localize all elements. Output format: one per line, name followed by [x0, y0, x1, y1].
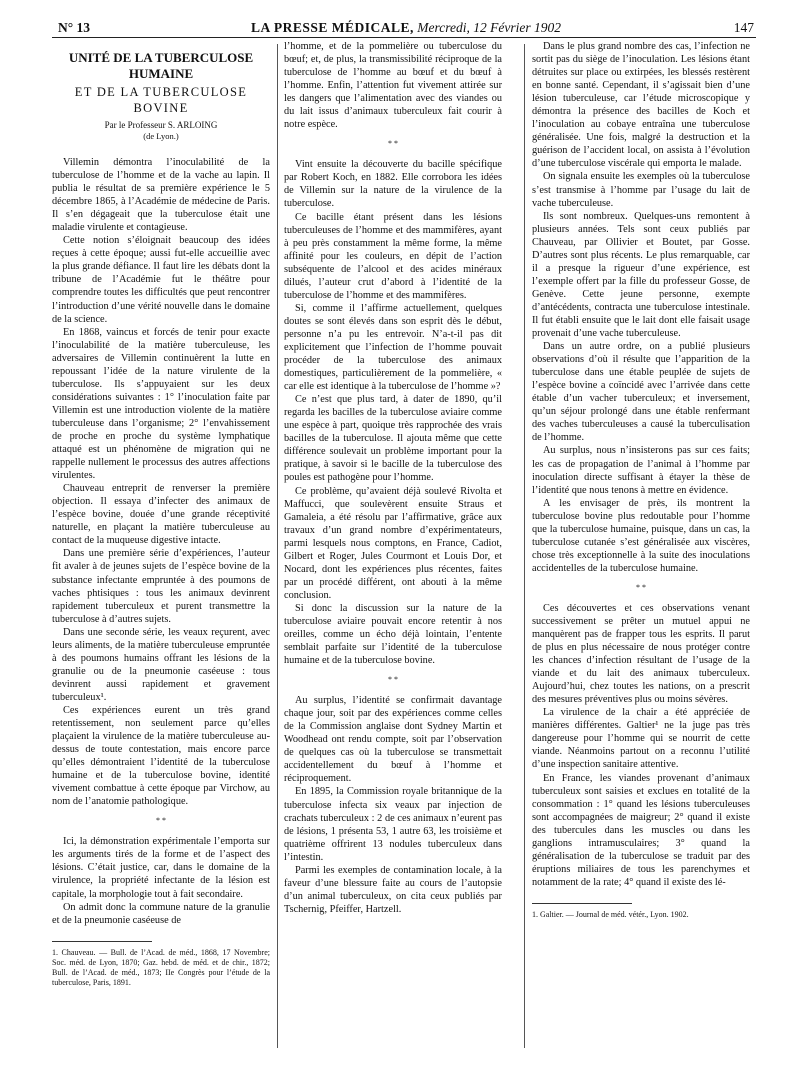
- article-author: Par le Professeur S. ARLOING: [104, 120, 218, 130]
- paragraph: Si donc la discussion sur la nature de la tuberculose aviaire pouvait encore retentir à nos oreilles, comme un écho déjà lointain, l’entente semblait parfaite sur l’identité de la tuberculose humaine et de la tuberculose bovine.: [284, 602, 502, 667]
- paragraph: La virulence de la chair a été appréciée de manières différentes. Galtier¹ ne la juge pas très dangereuse pour l’homme qui se nourrit de cette viande. Néanmoins partout on a reconnu l’utilité d’une inspection sanitaire attentive.: [532, 707, 750, 771]
- paragraph: Dans un autre ordre, on a publié plusieurs observations d’où il résulte que l’apparition de la tuberculose dans une étable peuplée de sujets de l’espèce bovine a coïncidé avec l’arrivée dans cette étable d’un vacher tuberculeux; et inversement, qu’un séjour prolongé dans une étable renfermant des vaches tuberculeuses a causé la tuberculisation de l’homme.: [532, 341, 750, 444]
- paragraph: On admit donc la commune nature de la granulie et de la pneumonie caséeuse de: [52, 901, 270, 926]
- paragraph: l’homme, et de la pommelière ou tuberculose du bœuf; et, de plus, la transmissibilité réciproque de la tuberculose de l’homme au bœuf et du bœuf à l’homme. Enfin, l’attention fut vivement attirée sur les dangers que l’alimentation avec des viandes ou du lait issus d’animaux tuberculeux fait courir à notre espèce.: [284, 41, 502, 131]
- column-1: [52, 44, 270, 988]
- section-separator: * *: [388, 139, 398, 149]
- paragraph: Ils sont nombreux. Quelques-uns remontent à plusieurs années. Tels sont ceux publiés par Chauveau, par Ollivier et Boutet, par Gosse. D’autres sont plus récents. Le plus remarquable, car il a presque la rigueur d’une expérience, est l’exemple offert par la fille du professeur Gosse, de Genève. Cette jeune personne, exempte d’antécédents, contracta une tuberculose intestinale. Il fut établi ensuite que le lait dont elle faisait usage provenait d’une vache tuberculeuse.: [532, 210, 750, 340]
- paragraph: Ce bacille étant présent dans les lésions tuberculeuses de l’homme et des mammifères, ayant à peu près constamment la même forme, la même affinité pour les couleurs, en dépit de l’action subséquente de l’alcool et des acides minéraux dilués, l’auteur crut d’abord à l’identité de la tuberculose de l’homme et des mammifères.: [284, 211, 502, 301]
- paragraph: Ce problème, qu’avaient déjà soulevé Rivolta et Maffucci, que soulevèrent ensuite Straus et Gamaleia, a été résolu par l’affirmative, grâce aux travaux d’un grand nombre d’expérimentateurs, parmi lesquels nous comptons, en France, Cadiot, Gilbert et Roger, Jules Courmont et Louis Dor, et Nocard, dont les expériences plus récentes, faites par un procédé différent, ont abouti à la même conclusion.: [284, 485, 502, 601]
- paragraph: Cette notion s’éloignait beaucoup des idées reçues à cette époque; aussi fut-elle accueillie avec la plus grande défiance. Il faut lire les débats dont la tribune de l’Académie fut le théâtre pour comprendre toutes les difficultés que peut rencontrer l’introduction d’une vérité nouvelle dans le domaine de la science.: [52, 235, 270, 325]
- section-separator: * *: [636, 582, 646, 592]
- paragraph: Vint ensuite la découverte du bacille spécifique par Robert Koch, en 1882. Elle corrobora les idées de Villemin sur la nature de la virulence de la tuberculose.: [284, 159, 502, 210]
- journal-title: [58, 20, 754, 36]
- paragraph: Ces expériences eurent un très grand retentissement, non seulement parce qu’elles plaçaient la virulence de la matière tuberculeuse au-dessus de toute contestation, mais encore parce qu’elles démontraient l’identité de la tuberculose humaine et de la tuberculose bovine, identité vivement combattue à cette époque par Virchow, au nom de l’anatomie pathologique.: [52, 704, 270, 808]
- paragraph: Dans une première série d’expériences, l’auteur fit avaler à de jeunes sujets de l’espèce bovine de la substance infectante empruntée à des poumons de vaches phtisiques : tous les animaux devinrent rapidement tuberculeux et purent transmettre la tuberculose à d’autres sujets.: [52, 548, 270, 625]
- issue-date: Mercredi, 12 Février 1902: [417, 20, 561, 35]
- article-subtitle: ET DE LA TUBERCULOSE BOVINE: [74, 85, 248, 115]
- footnote: 1. Chauveau. — Bull. de l’Acad. de méd., 1868, 17 Novembre; Soc. méd. de Lyon, 1870; Gaz. hebd. de méd. et de chir., 1872; Bull. de l’Acad. de méd., 1873; IIe Congrès pour l’étude de la tuberculose, Paris, 1891.: [52, 947, 270, 987]
- paragraph: En France, les viandes provenant d’animaux tuberculeux sont saisies et exclues en totalité de la consommation : 1° quand les lésions tuberculeuses sont accompagnées de maigreur; 2° quand il existe des tubercules dans les muscles ou dans les ganglions intramusculaires; 3° quand la généralisation de la tuberculose se traduit par des éruptions miliaires de tous les parenchymes et notamment de la rate; 4° quand il existe des lé-: [532, 772, 750, 888]
- column-divider: [524, 44, 525, 1048]
- footnote-rule: [532, 903, 632, 904]
- footnote: 1. Galtier. — Journal de méd. vétér., Lyon. 1902.: [532, 909, 689, 919]
- page-number: 147: [733, 20, 754, 35]
- paragraph: Au surplus, l’identité se confirmait davantage chaque jour, soit par des expériences comme celles de la Commission anglaise dont Sydney Martin et Woodhead ont rendu compte, soit par l’observation de quelques cas où la tuberculose se transmettait accidentellement du bœuf à l’homme et réciproquement.: [284, 695, 502, 785]
- article-title: UNITÉ DE LA TUBERCULOSE HUMAINE: [68, 50, 254, 81]
- paragraph: Villemin démontra l’inoculabilité de la tuberculose de l’homme et de la vache au lapin. Il publia le résultat de sa première expérience le 5 décembre 1865, à l’Académie de médecine de Paris. Il s’en dégageait que la tuberculose était une maladie virulente et contagieuse.: [52, 157, 270, 234]
- paragraph: A les envisager de près, ils montrent la tuberculose bovine plus redoutable pour l’homme que la tuberculose humaine, puisque, dans un cas, la tuberculose cutanée s’est généralisée aux viscères, chose très exceptionnelle à la suite des inoculations accidentelles de la tuberculose humaine.: [532, 497, 750, 574]
- header-rule: [52, 37, 756, 38]
- paragraph: Dans une seconde série, les veaux reçurent, avec leurs aliments, de la matière tuberculeuse empruntée à des poumons humains offrant les lésions de la granulie ou de la pneumonie caséeuse : tous devinrent aussi rapidement et gravement tuberculeux¹.: [52, 626, 270, 703]
- paragraph: En 1868, vaincus et forcés de tenir pour exacte l’inoculabilité de la matière tuberculeuse, les adversaires de Villemin continuèrent la lutte en repoussant l’idée de la nature virulente de la tuberculose. Ils s’appuyaient sur les deux considérations suivantes : 1° l’inoculation faite par Villemin est une introduction violente de la matière tuberculeuse dans l’organisme; 2° l’envahissement de proche en proche du système lymphatique attaqué est un phénomène de migration qui ne rappelle nullement le processus des autres affections virulentes.: [52, 326, 270, 482]
- section-separator: * *: [388, 675, 398, 685]
- column-3: [532, 40, 750, 920]
- paragraph: En 1895, la Commission royale britannique de la tuberculose infecta six veaux par injection de crachats tuberculeux : 2 de ces animaux n’eurent pas de lésions, 1 présenta 53, 1 autre 63, les troisième et quatrième offrirent 13 nodules tuberculeux dans l’intestin.: [284, 786, 502, 863]
- paragraph: Ce n’est que plus tard, à dater de 1890, qu’il regarda les bacilles de la tuberculose aviaire comme une espèce à part, quoique très rapprochée des vrais bacilles de la tuberculose. Il ajouta même que cette différence soulevait un problème important pour la pratique, à savoir si le bacille de la tuberculose des poules est pathogène pour l’homme.: [284, 394, 502, 484]
- paragraph: Ici, la démonstration expérimentale l’emporta sur les arguments tirés de la forme et de l’aspect des lésions. C’était justice, car, dans le domaine de la virulence, la propriété infectante de la lésion est capitale, la morphologie tout à fait secondaire.: [52, 836, 270, 900]
- paragraph: Dans le plus grand nombre des cas, l’infection ne sortit pas du siège de l’inoculation. Les lésions étant détruites sur place ou extirpées, les blessés restèrent en bonne santé. Cependant, il s’agissait bien d’une lésion tuberculeuse, car l’étude microscopique y démontra la présence des bacilles de Koch et l’inoculation au cobaye entraîna une tuberculose généralisée. Une fois, malgré la destruction et la guérison de l’accident local, on assista à l’évolution d’une tuberculose viscérale qui emporta le malade.: [532, 41, 750, 170]
- paragraph: Chauveau entreprit de renverser la première objection. Il essaya d’infecter des animaux de l’espèce bovine, douée d’une grande réceptivité naturelle, en plaçant la matière tuberculeuse au contact de la muqueuse digestive intacte.: [52, 483, 270, 547]
- paragraph: Au surplus, nous n’insisterons pas sur ces faits; les cas de propagation de l’animal à l’homme par inoculation directe suffisant à étayer la thèse de l’identité que nous tenons à mettre en évidence.: [532, 445, 750, 496]
- paragraph: On signala ensuite les exemples où la tuberculose s’est transmise à l’homme par l’usage du lait de vache tuberculeuse.: [532, 171, 750, 209]
- column-2: [284, 40, 502, 916]
- issue-number: N° 13: [58, 20, 91, 35]
- paragraph: Ces découvertes et ces observations venant successivement se prêter un mutuel appui ne manquèrent pas de frapper tous les esprits. Il parut de plus en plus nécessaire de nous protéger contre les chances d’infection résultant de l’usage de la viande et du lait des animaux tuberculeux. Aujourd’hui, chez toutes les nations, on a prescrit des mesures préventives plus ou moins sévères.: [532, 602, 750, 706]
- article-place: (de Lyon.): [143, 131, 179, 141]
- paragraph: Parmi les exemples de contamination locale, à la faveur d’une blessure faite au cours de l’autopsie d’un animal tuberculeux, on cita ceux publiés par Tschernig, Pfeiffer, Hartzell.: [284, 864, 502, 915]
- paragraph: Si, comme il l’affirme actuellement, quelques doutes se sont élevés dans son esprit dès le début, personne n’a pu les entrevoir. N’a-t-il pas dit explicitement que l’infection de l’homme pouvait procéder de la tuberculose des animaux domestiques, particulièrement de la pommelière, « car elle est identique à la tuberculose de l’homme »?: [284, 302, 502, 393]
- column-divider: [277, 44, 278, 1048]
- journal-name: LA PRESSE MÉDICALE,: [250, 20, 414, 35]
- section-separator: * *: [156, 816, 166, 826]
- footnote-rule: [52, 941, 152, 942]
